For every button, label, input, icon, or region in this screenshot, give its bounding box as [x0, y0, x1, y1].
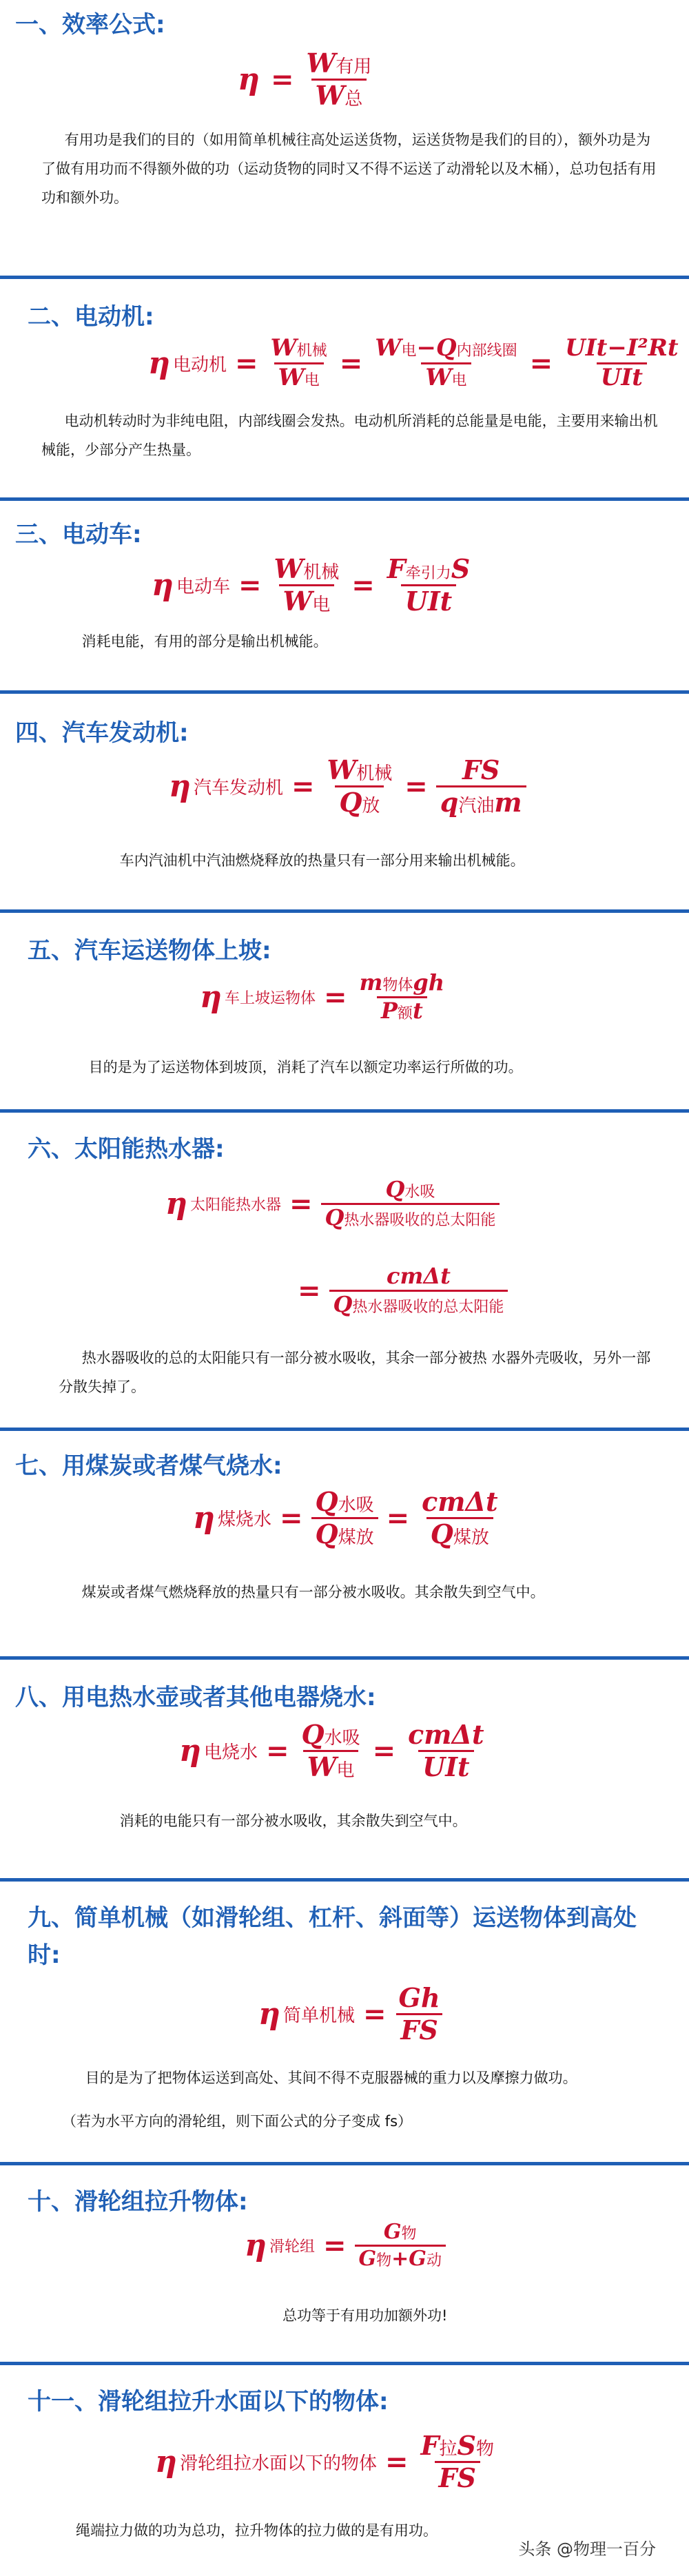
section-9-title-cont: 时: — [28, 1941, 61, 1969]
section-9-title: 九、简单机械（如滑轮组、杠杆、斜面等）运送物体到高处 — [28, 1904, 637, 1932]
divider — [0, 1878, 689, 1882]
divider — [0, 2362, 689, 2365]
section-1-title: 一、效率公式: — [15, 11, 165, 39]
divider — [0, 690, 689, 694]
section-5-description: 目的是为了运送物体到坡顶，消耗了汽车以额定功率运行所做的功。 — [88, 1059, 523, 1075]
section-11-title: 十一、滑轮组拉升水面以下的物体: — [28, 2388, 389, 2415]
section-6-title: 六、太阳能热水器: — [28, 1135, 225, 1163]
section-11-formula: η 滑轮组拉水面以下的物体 = $\frac{\text{F拉S物}}{FS}$ — [155, 2430, 494, 2493]
section-3-title: 三、电动车: — [15, 521, 142, 548]
divider — [0, 497, 689, 501]
section-10-title: 十、滑轮组拉升物体: — [28, 2188, 248, 2216]
section-8-formula: η 电烧水 = $\frac{\text{Q水吸}}{\text{W电}}$ = $\frac{\text{cmΔt}}{\text{UIt}}$ — [179, 1719, 484, 1782]
section-1-formula: η = $\frac{\text{W有用}}{\text{W总}}$ — [238, 48, 372, 111]
section-6-formula-a: η 太阳能热水器 = $\frac{\text{Q水吸}}{\text{Q热水器吸收的总太阳能}}$ — [165, 1178, 500, 1229]
section-11-description: 绳端拉力做的功为总功，拉升物体的拉力做的是有用功。 — [76, 2522, 438, 2539]
section-3-description: 消耗电能，有用的部分是输出机械能。 — [81, 633, 328, 650]
section-4-description: 车内汽油机中汽油燃烧释放的热量只有一部分用来输出机械能。 — [119, 852, 525, 869]
section-6-description: 热水器吸收的总的太阳能只有一部分被水吸收，其余一部分被热 水器外壳吸收，另外一部分散失掉了。 — [59, 1350, 651, 1395]
section-10-formula: η 滑轮组 = $\frac{\text{G物}}{\text{G物+G动}}$ — [245, 2221, 446, 2269]
section-2-description: 电动机转动时为非纯电阻，内部线圈会发热。电动机所消耗的总能量是电能，主要用来输出机械能，少部分产生热量。 — [41, 413, 658, 458]
section-8-title: 八、用电热水壶或者其他电器烧水: — [15, 1684, 376, 1711]
divider — [0, 1656, 689, 1660]
divider — [0, 1109, 689, 1113]
section-9-formula: η 简单机械 = $\frac{Gh}{FS}$ — [258, 1984, 444, 2044]
divider — [0, 909, 689, 913]
section-8-description: 消耗的电能只有一部分被水吸收，其余散失到空气中。 — [119, 1813, 467, 1829]
section-5-formula: η 车上坡运物体 = $\frac{\text{m物体gh}}{\text{P额t}}$ — [200, 969, 445, 1024]
divider — [0, 2162, 689, 2165]
section-5-title: 五、汽车运送物体上坡: — [28, 937, 271, 965]
watermark-label: 头条 @物理一百分 — [513, 2534, 661, 2561]
section-4-formula: η 汽车发动机 = $\frac{\text{W机械}}{\text{Q放}}$ = $\frac{FS}{\text{q汽油m}}$ — [169, 756, 526, 816]
divider — [0, 276, 689, 279]
divider — [0, 1428, 689, 1431]
section-7-description: 煤炭或者煤气燃烧释放的热量只有一部分被水吸收。其余散失到空气中。 — [81, 1584, 545, 1600]
section-6-formula-b: = $\frac{\text{cmΔt}}{\text{Q热水器吸收的总太阳能}}$ — [289, 1265, 508, 1316]
section-1-description: 有用功是我们的目的（如用简单机械往高处运送货物，运送货物是我们的目的），额外功是为了做有用功而不得额外做的功（运动货物的同时又不得不运送了动滑轮以及木桶），总功包括有用功和额外功。 — [41, 132, 657, 206]
section-2-title: 二、电动机: — [28, 303, 154, 331]
section-10-description: 总功等于有用功加额外功! — [282, 2307, 448, 2324]
section-9-description: 目的是为了把物体运送到高处、其间不得不克服器械的重力以及摩擦力做功。 — [85, 2070, 577, 2086]
section-7-title: 七、用煤炭或者煤气烧水: — [15, 1452, 282, 1480]
section-4-title: 四、汽车发动机: — [15, 719, 189, 747]
section-3-formula: η 电动车 = $\frac{\text{W机械}}{\text{W电}}$ = $\frac{\text{F牵引力S}}{\text{UIt}}$ — [152, 553, 471, 617]
section-2-formula: η 电动机 = $\frac{\text{W机械}}{\text{W电}}$ = $\frac{\text{W电−Q内部线圈}}{\text{W电}}$ = $\frac{\text{UIt−I²Rt}}{\text{UIt}}$ — [148, 334, 679, 391]
section-9-note: （若为水平方向的滑轮组，则下面公式的分子变成 fs） — [62, 2113, 413, 2130]
section-7-formula: η 煤烧水 = $\frac{\text{Q水吸}}{\text{Q煤放}}$ = $\frac{\text{cmΔt}}{\text{Q煤放}}$ — [193, 1486, 498, 1549]
